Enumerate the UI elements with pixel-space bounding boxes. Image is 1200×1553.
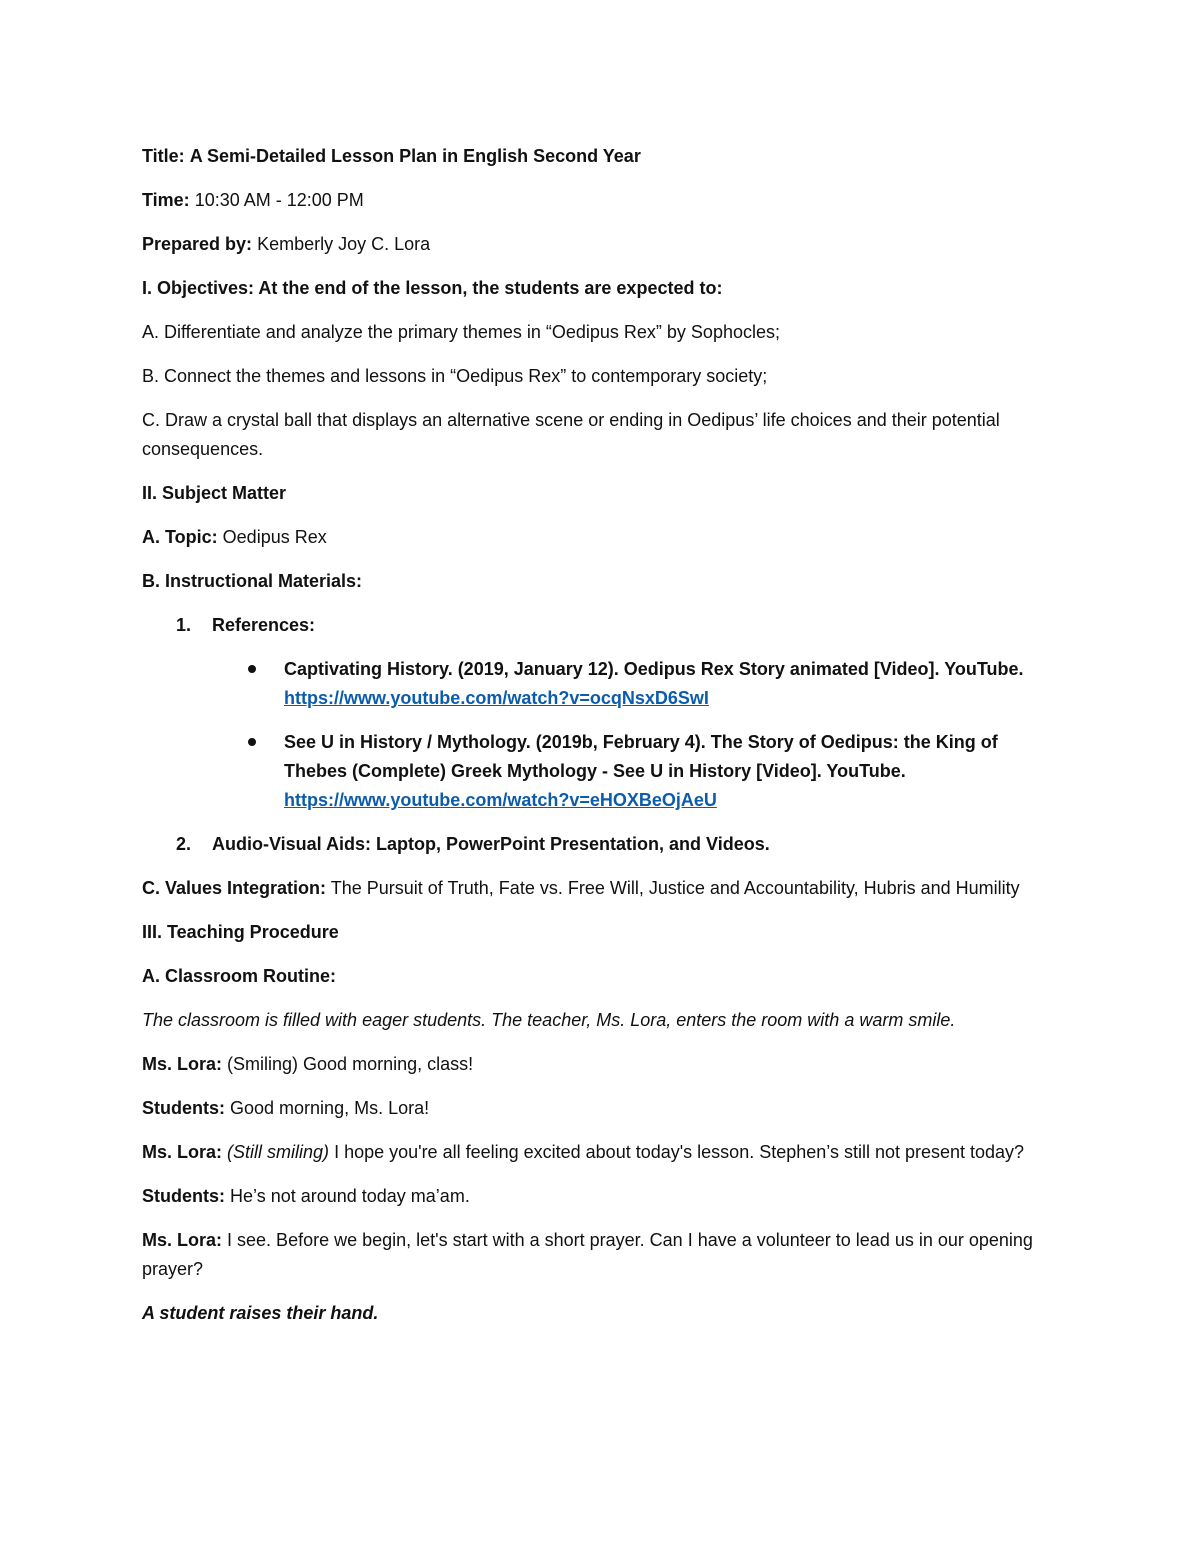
dialogue-speaker: Ms. Lora: <box>142 1054 223 1074</box>
lesson-plan-body <box>142 142 1062 1343</box>
reference-link[interactable]: https://www.youtube.com/watch?v=ocqNsxD6SwI <box>284 688 709 708</box>
classroom-routine-heading: A. Classroom Routine: <box>142 966 337 986</box>
objective-item: C. Draw a crystal ball that displays an alternative scene or ending in Oedipus’ life choices and their potential consequences. <box>142 410 1000 459</box>
teaching-procedure-heading: III. Teaching Procedure <box>142 922 339 942</box>
dialogue-text: Good morning, Ms. Lora! <box>230 1098 430 1118</box>
title-line <box>142 142 1062 171</box>
references-item <box>142 611 1062 640</box>
dialogue-text: (Smiling) Good morning, class! <box>227 1054 474 1074</box>
time-line <box>142 186 1062 215</box>
references-list <box>142 655 1062 815</box>
bullet-icon <box>248 665 256 673</box>
bullet-icon <box>248 738 256 746</box>
subject-matter-heading: II. Subject Matter <box>142 483 287 503</box>
dialogue-speaker: Students: <box>142 1098 225 1118</box>
reference-text: See U in History / Mythology. (2019b, February 4). The Story of Oedipus: the King of Thebes (Complete) Greek Mythology - See U in History [Video]. YouTube. <box>284 732 998 781</box>
topic-label: A. Topic: <box>142 527 218 547</box>
instructional-materials-heading: B. Instructional Materials: <box>142 571 363 591</box>
dialogue-line <box>142 1094 1062 1123</box>
dialogue-line <box>142 1138 1062 1167</box>
time-value: 10:30 AM - 12:00 PM <box>194 190 364 210</box>
prepared-by-label: Prepared by: <box>142 234 253 254</box>
title-label: Title: <box>142 146 185 166</box>
dialogue-text: I see. Before we begin, let's start with a short prayer. Can I have a volunteer to lead us in our opening prayer? <box>142 1230 1033 1279</box>
av-aids-label: Audio-Visual Aids: Laptop, PowerPoint Presentation, and Videos. <box>212 834 770 854</box>
objectives-heading: I. Objectives: At the end of the lesson, the students are expected to: <box>142 278 723 298</box>
reference-text: Captivating History. (2019, January 12). Oedipus Rex Story animated [Video]. YouTube. <box>284 659 1024 679</box>
dialogue-text: I hope you're all feeling excited about today's lesson. Stephen’s still not present today? <box>334 1142 1025 1162</box>
dialogue-line <box>142 1050 1062 1079</box>
scene-intro: The classroom is filled with eager students. The teacher, Ms. Lora, enters the room with a warm smile. <box>142 1010 956 1030</box>
time-label: Time: <box>142 190 190 210</box>
objective-item: B. Connect the themes and lessons in “Oedipus Rex” to contemporary society; <box>142 366 768 386</box>
references-number: 1. <box>176 615 192 635</box>
values-value: The Pursuit of Truth, Fate vs. Free Will, Justice and Accountability, Hubris and Humility <box>330 878 1020 898</box>
title-value: A Semi-Detailed Lesson Plan in English Second Year <box>189 146 641 166</box>
av-aids-item <box>142 830 1062 859</box>
dialogue-speaker: Students: <box>142 1186 225 1206</box>
prepared-by-value: Kemberly Joy C. Lora <box>257 234 431 254</box>
dialogue-line <box>142 1182 1062 1211</box>
stage-direction: A student raises their hand. <box>142 1303 379 1323</box>
topic-line <box>142 523 1062 552</box>
objective-item: A. Differentiate and analyze the primary themes in “Oedipus Rex” by Sophocles; <box>142 322 780 342</box>
dialogue-speaker: Ms. Lora: <box>142 1142 223 1162</box>
dialogue-direction: (Still smiling) <box>227 1142 330 1162</box>
dialogue-text: He’s not around today ma’am. <box>230 1186 470 1206</box>
values-label: C. Values Integration: <box>142 878 327 898</box>
dialogue-line <box>142 1226 1062 1284</box>
prepared-by-line <box>142 230 1062 259</box>
reference-link[interactable]: https://www.youtube.com/watch?v=eHOXBeOjAeU <box>284 790 717 810</box>
reference-item <box>142 655 1062 713</box>
values-integration-line <box>142 874 1062 903</box>
reference-item <box>142 728 1062 815</box>
av-aids-number: 2. <box>176 834 192 854</box>
topic-value: Oedipus Rex <box>222 527 327 547</box>
dialogue-speaker: Ms. Lora: <box>142 1230 223 1250</box>
references-label: References: <box>212 615 316 635</box>
